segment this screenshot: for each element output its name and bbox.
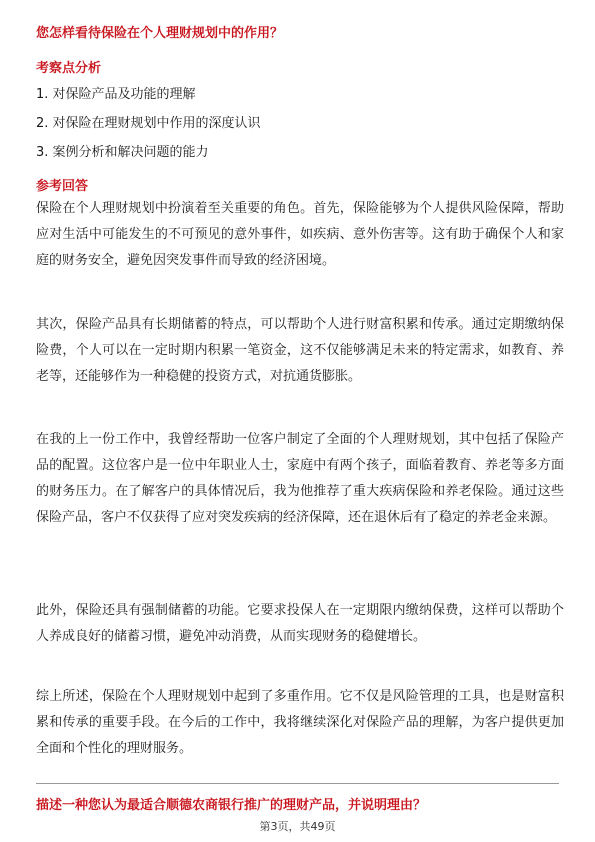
analysis-heading: 考察点分析 (36, 61, 102, 76)
answer-paragraph-2: 其次，保险产品具有长期储蓄的特点，可以帮助个人进行财富积累和传承。通过定期缴纳保险费，个人可以在一定时期内积累一笔资金，这不仅能够满足未来的特定需求，如教育、养老等，还能够作为一种稳健的投资方式，对抗通货膨胀。 (36, 317, 564, 384)
answer-heading: 参考回答 (36, 179, 89, 194)
analysis-point-2: 2. 对保险在理财规划中作用的深度认识 (36, 116, 261, 131)
page-number: 第3页，共49页 (259, 820, 336, 833)
answer-paragraph-3: 在我的上一份工作中，我曾经帮助一位客户制定了全面的个人理财规划，其中包括了保险产品的配置。这位客户是一位中年职业人士，家庭中有两个孩子，面临着教育、养老等多方面的财务压力。在了解客户的具体情况后，我为他推荐了重大疾病保险和养老保险。通过这些保险产品，客户不仅获得了应对突发疾病的经济保障，还在退休后有了稳定的养老金来源。 (36, 432, 564, 525)
answer-paragraph-4: 此外，保险还具有强制储蓄的功能。它要求投保人在一定期限内缴纳保费，这样可以帮助个人养成良好的储蓄习惯，避免冲动消费，从而实现财务的稳健增长。 (36, 603, 564, 644)
next-question-title: 描述一种您认为最适合顺德农商银行推广的理财产品，并说明理由？ (36, 798, 427, 813)
question-title: 您怎样看待保险在个人理财规划中的作用？ (36, 26, 284, 41)
answer-paragraph-1: 保险在个人理财规划中扮演着至关重要的角色。首先，保险能够为个人提供风险保障，帮助应对生活中可能发生的不可预见的意外事件，如疾病、意外伤害等。这有助于确保个人和家庭的财务安全，避免因突发事件而导致的经济困境。 (36, 201, 564, 268)
analysis-point-1: 1. 对保险产品及功能的理解 (36, 87, 196, 102)
analysis-point-3: 3. 案例分析和解决问题的能力 (36, 145, 209, 160)
answer-paragraph-5: 综上所述，保险在个人理财规划中起到了多重作用。它不仅是风险管理的工具，也是财富积累和传承的重要手段。在今后的工作中，我将继续深化对保险产品的理解，为客户提供更加全面和个性化的理财服务。 (36, 689, 564, 756)
divider (36, 783, 559, 784)
